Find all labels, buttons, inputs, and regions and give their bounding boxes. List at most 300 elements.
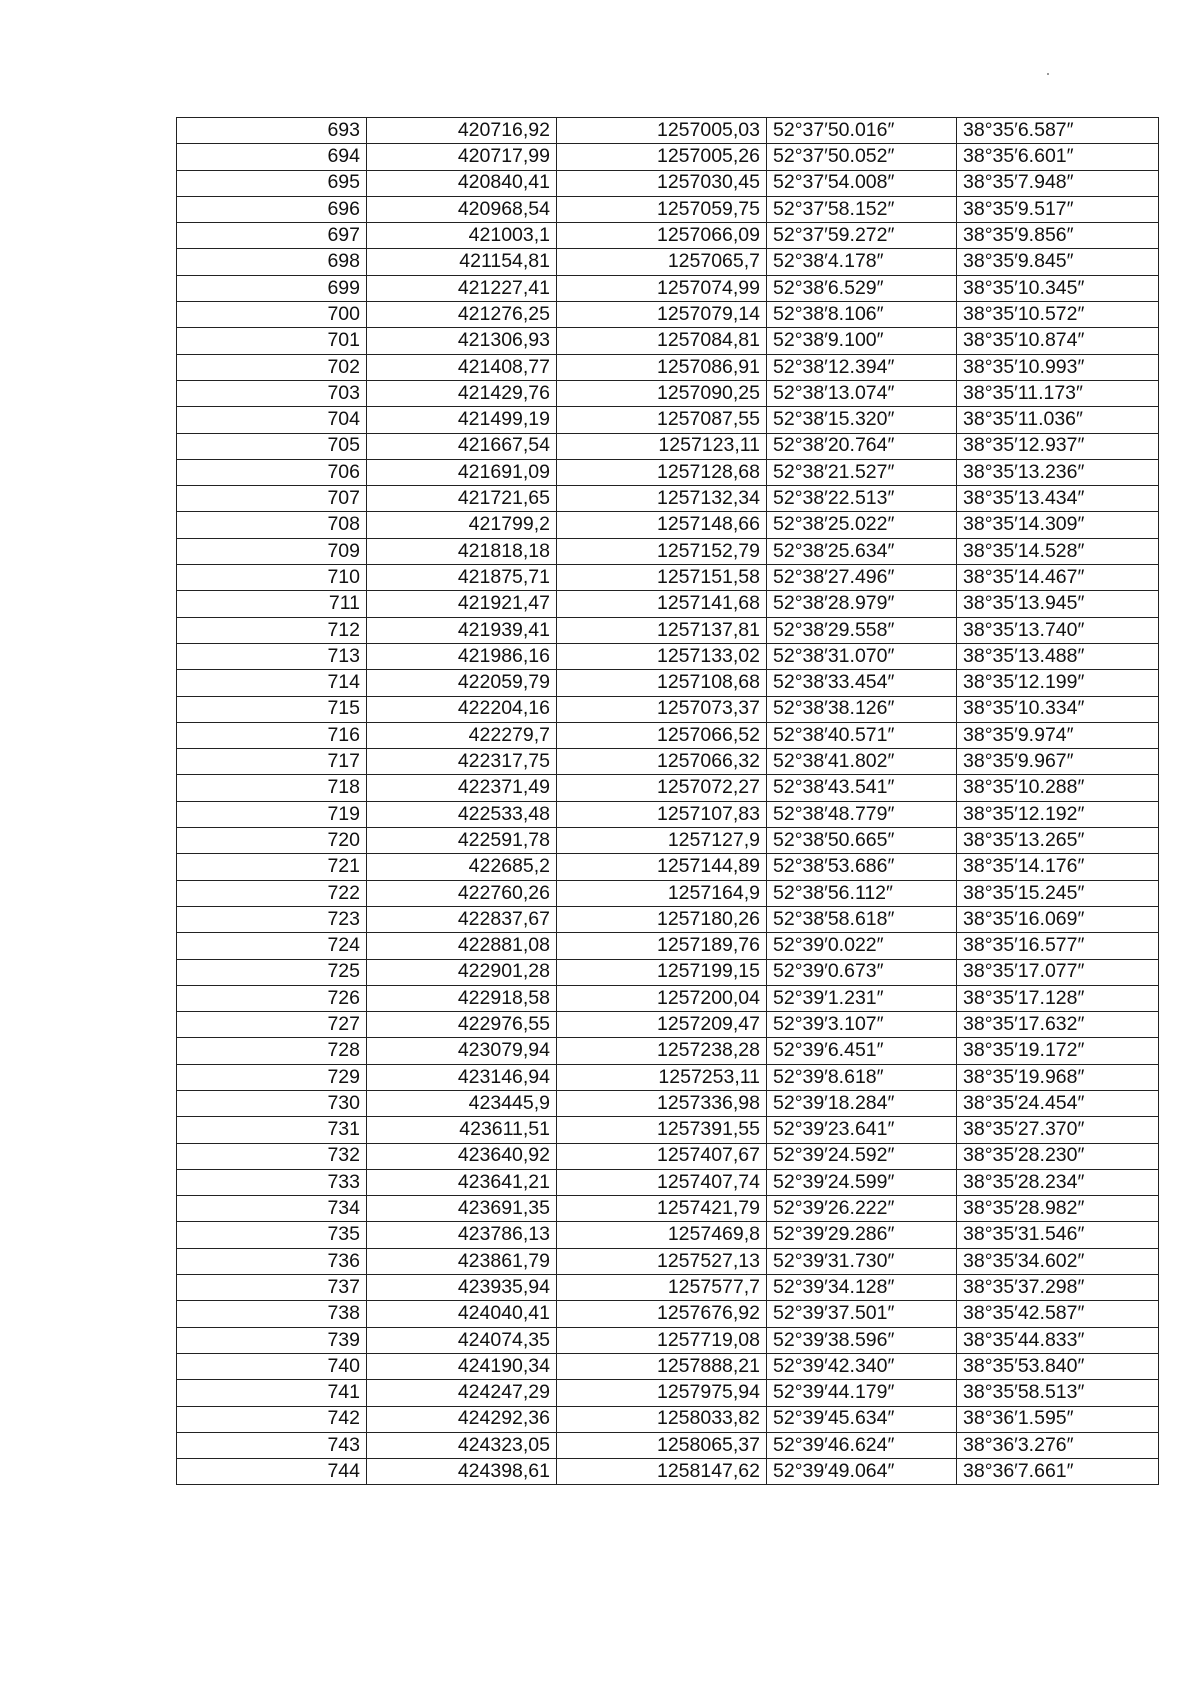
y-coordinate-cell: 1257209,47: [557, 1012, 767, 1038]
x-coordinate-cell: 421939,41: [367, 617, 557, 643]
table-row: [177, 985, 1159, 1011]
y-coordinate-cell: 1257336,98: [557, 1090, 767, 1116]
longitude-cell: 38°35′14.528″: [957, 538, 1159, 564]
x-coordinate-cell: 422204,16: [367, 696, 557, 722]
longitude-cell: 38°35′13.434″: [957, 486, 1159, 512]
y-coordinate-cell: 1257137,81: [557, 617, 767, 643]
y-coordinate-cell: 1257066,09: [557, 223, 767, 249]
longitude-cell: 38°35′24.454″: [957, 1090, 1159, 1116]
longitude-cell: 38°35′13.740″: [957, 617, 1159, 643]
point-number-cell: 693: [177, 118, 367, 144]
latitude-cell: 52°39′42.340″: [767, 1353, 957, 1379]
table-row: [177, 696, 1159, 722]
point-number-cell: 710: [177, 565, 367, 591]
point-number-cell: 700: [177, 302, 367, 328]
y-coordinate-cell: 1257407,74: [557, 1169, 767, 1195]
longitude-cell: 38°35′10.334″: [957, 696, 1159, 722]
point-number-cell: 738: [177, 1301, 367, 1327]
point-number-cell: 725: [177, 959, 367, 985]
latitude-cell: 52°38′33.454″: [767, 670, 957, 696]
table-row: [177, 722, 1159, 748]
x-coordinate-cell: 420840,41: [367, 170, 557, 196]
longitude-cell: 38°35′7.948″: [957, 170, 1159, 196]
table-row: [177, 1064, 1159, 1090]
latitude-cell: 52°38′50.665″: [767, 828, 957, 854]
longitude-cell: 38°35′9.974″: [957, 722, 1159, 748]
latitude-cell: 52°39′24.592″: [767, 1143, 957, 1169]
longitude-cell: 38°35′12.192″: [957, 801, 1159, 827]
y-coordinate-cell: 1257391,55: [557, 1117, 767, 1143]
longitude-cell: 38°35′12.199″: [957, 670, 1159, 696]
x-coordinate-cell: 423861,79: [367, 1248, 557, 1274]
point-number-cell: 739: [177, 1327, 367, 1353]
point-number-cell: 740: [177, 1353, 367, 1379]
x-coordinate-cell: 421429,76: [367, 380, 557, 406]
y-coordinate-cell: 1257141,68: [557, 591, 767, 617]
y-coordinate-cell: 1257888,21: [557, 1353, 767, 1379]
y-coordinate-cell: 1257090,25: [557, 380, 767, 406]
point-number-cell: 707: [177, 486, 367, 512]
point-number-cell: 708: [177, 512, 367, 538]
longitude-cell: 38°35′14.176″: [957, 854, 1159, 880]
x-coordinate-cell: 420968,54: [367, 196, 557, 222]
table-row: [177, 1090, 1159, 1116]
y-coordinate-cell: 1257238,28: [557, 1038, 767, 1064]
point-number-cell: 744: [177, 1459, 367, 1485]
point-number-cell: 726: [177, 985, 367, 1011]
latitude-cell: 52°38′21.527″: [767, 459, 957, 485]
latitude-cell: 52°38′29.558″: [767, 617, 957, 643]
longitude-cell: 38°35′58.513″: [957, 1380, 1159, 1406]
point-number-cell: 711: [177, 591, 367, 617]
longitude-cell: 38°35′11.173″: [957, 380, 1159, 406]
latitude-cell: 52°38′41.802″: [767, 749, 957, 775]
latitude-cell: 52°39′34.128″: [767, 1275, 957, 1301]
x-coordinate-cell: 422279,7: [367, 722, 557, 748]
point-number-cell: 697: [177, 223, 367, 249]
x-coordinate-cell: 422371,49: [367, 775, 557, 801]
y-coordinate-cell: 1257128,68: [557, 459, 767, 485]
latitude-cell: 52°39′49.064″: [767, 1459, 957, 1485]
y-coordinate-cell: 1257719,08: [557, 1327, 767, 1353]
longitude-cell: 38°35′6.587″: [957, 118, 1159, 144]
x-coordinate-cell: 424292,36: [367, 1406, 557, 1432]
y-coordinate-cell: 1257066,52: [557, 722, 767, 748]
longitude-cell: 38°35′10.874″: [957, 328, 1159, 354]
longitude-cell: 38°35′53.840″: [957, 1353, 1159, 1379]
point-number-cell: 724: [177, 933, 367, 959]
table-row: [177, 1196, 1159, 1222]
table-row: [177, 1406, 1159, 1432]
point-number-cell: 701: [177, 328, 367, 354]
latitude-cell: 52°38′15.320″: [767, 407, 957, 433]
x-coordinate-cell: 422837,67: [367, 906, 557, 932]
table-row: [177, 1459, 1159, 1485]
y-coordinate-cell: 1257577,7: [557, 1275, 767, 1301]
latitude-cell: 52°38′8.106″: [767, 302, 957, 328]
point-number-cell: 730: [177, 1090, 367, 1116]
point-number-cell: 716: [177, 722, 367, 748]
point-number-cell: 705: [177, 433, 367, 459]
table-row: [177, 1275, 1159, 1301]
y-coordinate-cell: 1257127,9: [557, 828, 767, 854]
latitude-cell: 52°39′0.022″: [767, 933, 957, 959]
latitude-cell: 52°38′25.634″: [767, 538, 957, 564]
table-row: [177, 1248, 1159, 1274]
longitude-cell: 38°35′14.467″: [957, 565, 1159, 591]
point-number-cell: 696: [177, 196, 367, 222]
table-row: [177, 223, 1159, 249]
x-coordinate-cell: 421306,93: [367, 328, 557, 354]
latitude-cell: 52°38′4.178″: [767, 249, 957, 275]
table-row: [177, 433, 1159, 459]
x-coordinate-cell: 422533,48: [367, 801, 557, 827]
longitude-cell: 38°35′9.517″: [957, 196, 1159, 222]
point-number-cell: 734: [177, 1196, 367, 1222]
x-coordinate-cell: 423786,13: [367, 1222, 557, 1248]
table-row: [177, 617, 1159, 643]
longitude-cell: 38°35′9.845″: [957, 249, 1159, 275]
table-row: [177, 880, 1159, 906]
y-coordinate-cell: 1257164,9: [557, 880, 767, 906]
point-number-cell: 732: [177, 1143, 367, 1169]
point-number-cell: 737: [177, 1275, 367, 1301]
point-number-cell: 714: [177, 670, 367, 696]
latitude-cell: 52°38′12.394″: [767, 354, 957, 380]
longitude-cell: 38°35′9.856″: [957, 223, 1159, 249]
x-coordinate-cell: 423691,35: [367, 1196, 557, 1222]
longitude-cell: 38°35′42.587″: [957, 1301, 1159, 1327]
x-coordinate-cell: 424040,41: [367, 1301, 557, 1327]
x-coordinate-cell: 422760,26: [367, 880, 557, 906]
y-coordinate-cell: 1258147,62: [557, 1459, 767, 1485]
longitude-cell: 38°35′13.488″: [957, 643, 1159, 669]
y-coordinate-cell: 1257133,02: [557, 643, 767, 669]
x-coordinate-cell: 422317,75: [367, 749, 557, 775]
point-number-cell: 694: [177, 144, 367, 170]
y-coordinate-cell: 1257132,34: [557, 486, 767, 512]
point-number-cell: 699: [177, 275, 367, 301]
table-row: [177, 1353, 1159, 1379]
table-row: [177, 591, 1159, 617]
latitude-cell: 52°38′27.496″: [767, 565, 957, 591]
x-coordinate-cell: 421276,25: [367, 302, 557, 328]
longitude-cell: 38°35′16.577″: [957, 933, 1159, 959]
table-row: [177, 1301, 1159, 1327]
x-coordinate-cell: 421003,1: [367, 223, 557, 249]
table-row: [177, 407, 1159, 433]
point-number-cell: 723: [177, 906, 367, 932]
point-number-cell: 741: [177, 1380, 367, 1406]
latitude-cell: 52°38′20.764″: [767, 433, 957, 459]
table-row: [177, 249, 1159, 275]
point-number-cell: 717: [177, 749, 367, 775]
x-coordinate-cell: 424190,34: [367, 1353, 557, 1379]
latitude-cell: 52°39′26.222″: [767, 1196, 957, 1222]
longitude-cell: 38°35′16.069″: [957, 906, 1159, 932]
y-coordinate-cell: 1257107,83: [557, 801, 767, 827]
point-number-cell: 709: [177, 538, 367, 564]
longitude-cell: 38°35′17.077″: [957, 959, 1159, 985]
x-coordinate-cell: 420717,99: [367, 144, 557, 170]
longitude-cell: 38°35′19.172″: [957, 1038, 1159, 1064]
y-coordinate-cell: 1257148,66: [557, 512, 767, 538]
x-coordinate-cell: 422881,08: [367, 933, 557, 959]
point-number-cell: 728: [177, 1038, 367, 1064]
latitude-cell: 52°39′29.286″: [767, 1222, 957, 1248]
table-row: [177, 512, 1159, 538]
longitude-cell: 38°35′12.937″: [957, 433, 1159, 459]
point-number-cell: 718: [177, 775, 367, 801]
table-row: [177, 328, 1159, 354]
x-coordinate-cell: 424323,05: [367, 1432, 557, 1458]
x-coordinate-cell: 424398,61: [367, 1459, 557, 1485]
longitude-cell: 38°36′3.276″: [957, 1432, 1159, 1458]
table-row: [177, 196, 1159, 222]
latitude-cell: 52°37′50.016″: [767, 118, 957, 144]
latitude-cell: 52°38′31.070″: [767, 643, 957, 669]
table-row: [177, 1432, 1159, 1458]
latitude-cell: 52°37′58.152″: [767, 196, 957, 222]
latitude-cell: 52°39′23.641″: [767, 1117, 957, 1143]
table-row: [177, 854, 1159, 880]
table-row: [177, 144, 1159, 170]
y-coordinate-cell: 1257676,92: [557, 1301, 767, 1327]
x-coordinate-cell: 423641,21: [367, 1169, 557, 1195]
y-coordinate-cell: 1257073,37: [557, 696, 767, 722]
y-coordinate-cell: 1257189,76: [557, 933, 767, 959]
x-coordinate-cell: 422059,79: [367, 670, 557, 696]
point-number-cell: 715: [177, 696, 367, 722]
y-coordinate-cell: 1257074,99: [557, 275, 767, 301]
y-coordinate-cell: 1257144,89: [557, 854, 767, 880]
latitude-cell: 52°37′50.052″: [767, 144, 957, 170]
longitude-cell: 38°35′13.265″: [957, 828, 1159, 854]
point-number-cell: 742: [177, 1406, 367, 1432]
x-coordinate-cell: 421875,71: [367, 565, 557, 591]
longitude-cell: 38°35′14.309″: [957, 512, 1159, 538]
latitude-cell: 52°37′54.008″: [767, 170, 957, 196]
table-row: [177, 1143, 1159, 1169]
x-coordinate-cell: 421667,54: [367, 433, 557, 459]
y-coordinate-cell: 1258065,37: [557, 1432, 767, 1458]
y-coordinate-cell: 1257123,11: [557, 433, 767, 459]
table-row: [177, 959, 1159, 985]
latitude-cell: 52°39′3.107″: [767, 1012, 957, 1038]
latitude-cell: 52°38′6.529″: [767, 275, 957, 301]
x-coordinate-cell: 421691,09: [367, 459, 557, 485]
y-coordinate-cell: 1257199,15: [557, 959, 767, 985]
y-coordinate-cell: 1257005,03: [557, 118, 767, 144]
x-coordinate-cell: 421921,47: [367, 591, 557, 617]
y-coordinate-cell: 1258033,82: [557, 1406, 767, 1432]
latitude-cell: 52°38′22.513″: [767, 486, 957, 512]
y-coordinate-cell: 1257469,8: [557, 1222, 767, 1248]
longitude-cell: 38°35′10.993″: [957, 354, 1159, 380]
longitude-cell: 38°35′10.345″: [957, 275, 1159, 301]
table-row: [177, 1327, 1159, 1353]
x-coordinate-cell: 422591,78: [367, 828, 557, 854]
table-row: [177, 538, 1159, 564]
latitude-cell: 52°39′46.624″: [767, 1432, 957, 1458]
table-row: [177, 486, 1159, 512]
y-coordinate-cell: 1257065,7: [557, 249, 767, 275]
y-coordinate-cell: 1257030,45: [557, 170, 767, 196]
table-row: [177, 775, 1159, 801]
table-row: [177, 380, 1159, 406]
longitude-cell: 38°35′11.036″: [957, 407, 1159, 433]
table-row: [177, 170, 1159, 196]
x-coordinate-cell: 421499,19: [367, 407, 557, 433]
latitude-cell: 52°38′56.112″: [767, 880, 957, 906]
table-row: [177, 302, 1159, 328]
y-coordinate-cell: 1257079,14: [557, 302, 767, 328]
y-coordinate-cell: 1257527,13: [557, 1248, 767, 1274]
table-row: [177, 118, 1159, 144]
longitude-cell: 38°35′34.602″: [957, 1248, 1159, 1274]
y-coordinate-cell: 1257180,26: [557, 906, 767, 932]
x-coordinate-cell: 421818,18: [367, 538, 557, 564]
longitude-cell: 38°36′1.595″: [957, 1406, 1159, 1432]
x-coordinate-cell: 421986,16: [367, 643, 557, 669]
x-coordinate-cell: 423935,94: [367, 1275, 557, 1301]
x-coordinate-cell: 421799,2: [367, 512, 557, 538]
point-number-cell: 695: [177, 170, 367, 196]
x-coordinate-cell: 422685,2: [367, 854, 557, 880]
longitude-cell: 38°35′19.968″: [957, 1064, 1159, 1090]
point-number-cell: 736: [177, 1248, 367, 1274]
point-number-cell: 727: [177, 1012, 367, 1038]
x-coordinate-cell: 424247,29: [367, 1380, 557, 1406]
point-number-cell: 713: [177, 643, 367, 669]
x-coordinate-cell: 423445,9: [367, 1090, 557, 1116]
table-row: [177, 801, 1159, 827]
longitude-cell: 38°35′28.982″: [957, 1196, 1159, 1222]
y-coordinate-cell: 1257084,81: [557, 328, 767, 354]
x-coordinate-cell: 421154,81: [367, 249, 557, 275]
x-coordinate-cell: 423611,51: [367, 1117, 557, 1143]
point-number-cell: 719: [177, 801, 367, 827]
point-number-cell: 721: [177, 854, 367, 880]
x-coordinate-cell: 420716,92: [367, 118, 557, 144]
latitude-cell: 52°39′1.231″: [767, 985, 957, 1011]
latitude-cell: 52°39′31.730″: [767, 1248, 957, 1274]
coordinates-table: [176, 117, 1159, 1485]
longitude-cell: 38°36′7.661″: [957, 1459, 1159, 1485]
y-coordinate-cell: 1257253,11: [557, 1064, 767, 1090]
longitude-cell: 38°35′28.230″: [957, 1143, 1159, 1169]
y-coordinate-cell: 1257200,04: [557, 985, 767, 1011]
latitude-cell: 52°39′45.634″: [767, 1406, 957, 1432]
table-row: [177, 1117, 1159, 1143]
table-row: [177, 1380, 1159, 1406]
table-row: [177, 1038, 1159, 1064]
point-number-cell: 698: [177, 249, 367, 275]
table-row: [177, 459, 1159, 485]
table-row: [177, 565, 1159, 591]
longitude-cell: 38°35′10.288″: [957, 775, 1159, 801]
longitude-cell: 38°35′27.370″: [957, 1117, 1159, 1143]
latitude-cell: 52°38′9.100″: [767, 328, 957, 354]
point-number-cell: 733: [177, 1169, 367, 1195]
point-number-cell: 731: [177, 1117, 367, 1143]
y-coordinate-cell: 1257151,58: [557, 565, 767, 591]
longitude-cell: 38°35′17.128″: [957, 985, 1159, 1011]
point-number-cell: 704: [177, 407, 367, 433]
latitude-cell: 52°39′6.451″: [767, 1038, 957, 1064]
latitude-cell: 52°38′38.126″: [767, 696, 957, 722]
longitude-cell: 38°35′15.245″: [957, 880, 1159, 906]
x-coordinate-cell: 422901,28: [367, 959, 557, 985]
longitude-cell: 38°35′6.601″: [957, 144, 1159, 170]
y-coordinate-cell: 1257086,91: [557, 354, 767, 380]
x-coordinate-cell: 421721,65: [367, 486, 557, 512]
longitude-cell: 38°35′9.967″: [957, 749, 1159, 775]
point-number-cell: 722: [177, 880, 367, 906]
latitude-cell: 52°39′44.179″: [767, 1380, 957, 1406]
point-number-cell: 706: [177, 459, 367, 485]
coordinates-table-body: [177, 118, 1159, 1485]
table-row: [177, 1222, 1159, 1248]
longitude-cell: 38°35′17.632″: [957, 1012, 1159, 1038]
x-coordinate-cell: 423079,94: [367, 1038, 557, 1064]
x-coordinate-cell: 423640,92: [367, 1143, 557, 1169]
latitude-cell: 52°39′0.673″: [767, 959, 957, 985]
point-number-cell: 720: [177, 828, 367, 854]
longitude-cell: 38°35′31.546″: [957, 1222, 1159, 1248]
longitude-cell: 38°35′28.234″: [957, 1169, 1159, 1195]
scan-speck: [1047, 73, 1049, 75]
latitude-cell: 52°38′58.618″: [767, 906, 957, 932]
point-number-cell: 702: [177, 354, 367, 380]
x-coordinate-cell: 423146,94: [367, 1064, 557, 1090]
latitude-cell: 52°39′18.284″: [767, 1090, 957, 1116]
x-coordinate-cell: 424074,35: [367, 1327, 557, 1353]
x-coordinate-cell: 421227,41: [367, 275, 557, 301]
table-row: [177, 828, 1159, 854]
table-row: [177, 670, 1159, 696]
x-coordinate-cell: 422976,55: [367, 1012, 557, 1038]
table-row: [177, 1169, 1159, 1195]
latitude-cell: 52°38′43.541″: [767, 775, 957, 801]
latitude-cell: 52°38′28.979″: [767, 591, 957, 617]
latitude-cell: 52°39′38.596″: [767, 1327, 957, 1353]
latitude-cell: 52°38′13.074″: [767, 380, 957, 406]
point-number-cell: 712: [177, 617, 367, 643]
table-row: [177, 933, 1159, 959]
latitude-cell: 52°37′59.272″: [767, 223, 957, 249]
latitude-cell: 52°39′8.618″: [767, 1064, 957, 1090]
y-coordinate-cell: 1257066,32: [557, 749, 767, 775]
y-coordinate-cell: 1257108,68: [557, 670, 767, 696]
point-number-cell: 743: [177, 1432, 367, 1458]
longitude-cell: 38°35′10.572″: [957, 302, 1159, 328]
latitude-cell: 52°38′40.571″: [767, 722, 957, 748]
longitude-cell: 38°35′13.945″: [957, 591, 1159, 617]
table-row: [177, 1012, 1159, 1038]
y-coordinate-cell: 1257407,67: [557, 1143, 767, 1169]
longitude-cell: 38°35′37.298″: [957, 1275, 1159, 1301]
latitude-cell: 52°38′25.022″: [767, 512, 957, 538]
x-coordinate-cell: 422918,58: [367, 985, 557, 1011]
y-coordinate-cell: 1257059,75: [557, 196, 767, 222]
point-number-cell: 703: [177, 380, 367, 406]
y-coordinate-cell: 1257005,26: [557, 144, 767, 170]
table-row: [177, 275, 1159, 301]
y-coordinate-cell: 1257975,94: [557, 1380, 767, 1406]
x-coordinate-cell: 421408,77: [367, 354, 557, 380]
latitude-cell: 52°39′37.501″: [767, 1301, 957, 1327]
